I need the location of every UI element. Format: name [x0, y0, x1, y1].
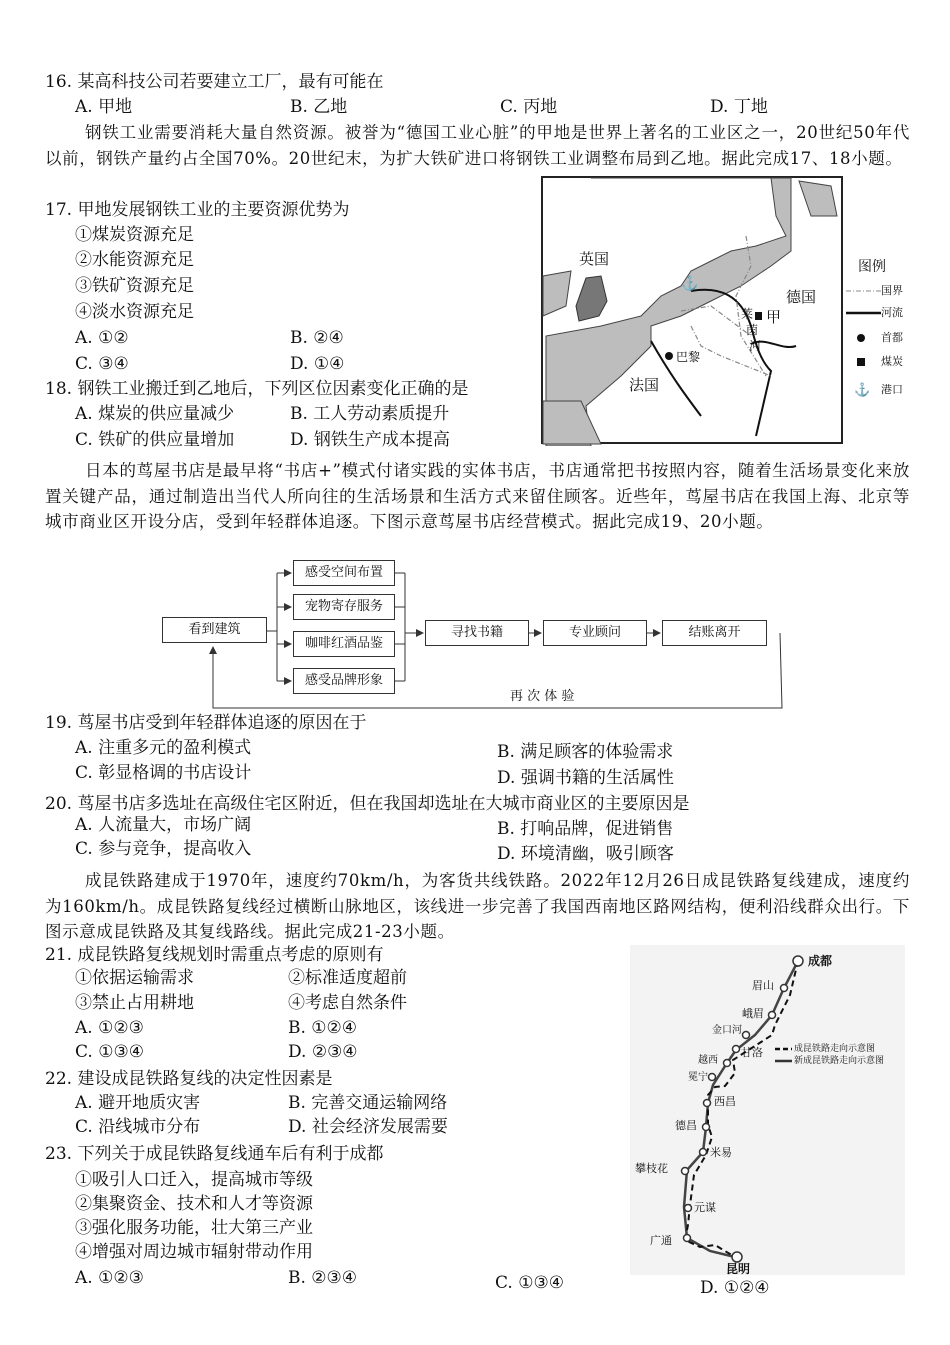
q17-item: ③铁矿资源充足 — [75, 276, 194, 296]
station-guangtong: 广通 — [650, 1234, 672, 1247]
bookstore-flow-diagram — [150, 555, 790, 715]
q19-option-b: B. 满足顾客的体验需求 — [497, 742, 674, 762]
q20-stem: 20. 茑屋书店多选址在高级住宅区附近，但在我国却选址在大城市商业区的主要原因是 — [45, 794, 690, 814]
legend-port: 港口 — [881, 383, 903, 396]
station-kunming: 昆明 — [726, 1262, 751, 1276]
q20-option-d: D. 环境清幽，吸引顾客 — [497, 844, 674, 864]
legend-new-line: 新成昆铁路走向示意图 — [794, 1056, 885, 1066]
q22-option-b: B. 完善交通运输网络 — [288, 1093, 448, 1113]
flow-branch-box: 感受空间布置 — [293, 560, 395, 586]
q20-option-b: B. 打响品牌，促进销售 — [497, 819, 674, 839]
q19-stem: 19. 茑屋书店受到年轻群体追逐的原因在于 — [45, 713, 367, 733]
station-ganluo: 甘洛 — [741, 1046, 763, 1059]
flow-loop-label: 再 次 体 验 — [510, 689, 575, 704]
q19-option-c: C. 彰显格调的书店设计 — [75, 763, 252, 783]
q21-stem: 21. 成昆铁路复线规划时需重点考虑的原则有 — [45, 945, 384, 965]
station-miyi: 米易 — [710, 1146, 732, 1159]
q21-option-c: C. ①③④ — [75, 1042, 144, 1062]
q20-option-c: C. 参与竞争，提高收入 — [75, 839, 252, 859]
q23-option-c: C. ①③④ — [495, 1273, 564, 1293]
europe-map — [541, 176, 907, 446]
q17-item: ②水能资源充足 — [75, 250, 194, 270]
label-france: 法国 — [629, 376, 660, 394]
station-mianning: 冕宁 — [688, 1072, 708, 1083]
legend-coal: 煤炭 — [881, 355, 903, 368]
station-yuanmou: 元谋 — [694, 1201, 716, 1214]
q17-option-a: A. ①② — [75, 328, 129, 348]
station-dechang: 德昌 — [675, 1119, 697, 1132]
q21-item: ③禁止占用耕地 — [75, 993, 194, 1013]
station-yuexi: 越西 — [698, 1055, 718, 1066]
q17-item: ①煤炭资源充足 — [75, 225, 194, 245]
q18-option-d: D. 钢铁生产成本提高 — [290, 430, 450, 450]
station-panzhihua: 攀枝花 — [635, 1162, 668, 1175]
legend-border: 国界 — [881, 284, 903, 297]
station-emei: 峨眉 — [742, 1007, 764, 1020]
legend-capital: 首都 — [881, 331, 903, 344]
station-jinkouhe: 金口河 — [712, 1025, 742, 1036]
q19-option-d: D. 强调书籍的生活属性 — [497, 768, 674, 788]
railway-map — [630, 945, 905, 1275]
q19-option-a: A. 注重多元的盈利模式 — [75, 738, 252, 758]
flow-branch-box: 宠物寄存服务 — [293, 594, 395, 620]
label-jia: 甲 — [766, 308, 782, 326]
q23-item: ④增强对周边城市辐射带动作用 — [75, 1242, 313, 1262]
passage-bookstore: 日本的茑屋书店是最早将“书店+”模式付诸实践的实体书店，书店通常把书按照内容，随着生活场景变化来放置关键产品，通过制造出当代人所向往的生活场景和生活方式来留住顾客。近些年，茑屋书店在我国上海、北京等城市商业区开设分店，受到年轻群体追逐。下图示意茑屋书店经营模式。据此完成19、20小题。 — [45, 461, 910, 531]
q23-item: ②集聚资金、技术和人才等资源 — [75, 1194, 313, 1214]
svg-text:⚓: ⚓ — [681, 276, 699, 292]
passage-steel: 钢铁工业需要消耗大量自然资源。被誉为“德国工业心脏”的甲地是世界上著名的工业区之一，20世纪50年代以前，钢铁产量约占全国70%。20世纪末，为扩大铁矿进口将钢铁工业调整布局到乙地。据此完成17、18小题。 — [45, 123, 910, 168]
q21-option-a: A. ①②③ — [75, 1018, 144, 1038]
legend-old-line: 成昆铁路走向示意图 — [794, 1044, 876, 1054]
label-rhine-1: 莱 — [741, 307, 754, 321]
flow-step-box: 结账离开 — [662, 620, 767, 646]
q16-option-d: D. 丁地 — [710, 97, 768, 117]
q18-option-b: B. 工人劳动素质提升 — [290, 404, 450, 424]
q21-option-d: D. ②③④ — [288, 1042, 358, 1062]
q23-option-b: B. ②③④ — [288, 1268, 358, 1288]
q23-item: ①吸引人口迁入，提高城市等级 — [75, 1170, 313, 1190]
q23-item: ③强化服务功能，壮大第三产业 — [75, 1218, 313, 1238]
passage-railway: 成昆铁路建成于1970年，速度约70km/h，为客货共线铁路。2022年12月26日成昆铁路复线建成，速度约为160km/h。成昆铁路复线经过横断山脉地区，该线进一步完善了我国西南地区路网结构，便利沿线群众出行。下图示意成昆铁路及其复线路线。据此完成21-23小题。 — [45, 871, 910, 941]
map-drawing — [541, 176, 907, 446]
q22-option-a: A. 避开地质灾害 — [75, 1093, 201, 1113]
q18-option-a: A. 煤炭的供应量减少 — [75, 404, 235, 424]
q17-option-b: B. ②④ — [290, 328, 344, 348]
q21-item: ①依据运输需求 — [75, 968, 194, 988]
flow-branch-box: 感受品牌形象 — [293, 668, 395, 694]
label-uk: 英国 — [579, 250, 610, 268]
q22-option-c: C. 沿线城市分布 — [75, 1117, 201, 1137]
q23-option-a: A. ①②③ — [75, 1268, 144, 1288]
flow-branch-box: 咖啡红酒品鉴 — [293, 631, 395, 657]
q17-stem: 17. 甲地发展钢铁工业的主要资源优势为 — [45, 200, 350, 220]
q16-stem: 16. 某高科技公司若要建立工厂，最有可能在 — [45, 72, 384, 92]
label-paris: 巴黎 — [676, 350, 701, 364]
q16-option-a: A. 甲地 — [75, 97, 133, 117]
label-rhine-3: 河 — [749, 339, 762, 353]
station-meishan: 眉山 — [752, 979, 774, 992]
q16-option-b: B. 乙地 — [290, 97, 348, 117]
q17-option-d: D. ①④ — [290, 354, 345, 374]
q17-option-c: C. ③④ — [75, 354, 129, 374]
q18-stem: 18. 钢铁工业搬迁到乙地后，下列区位因素变化正确的是 — [45, 379, 469, 399]
station-xichang: 西昌 — [714, 1095, 736, 1108]
q22-option-d: D. 社会经济发展需要 — [288, 1117, 448, 1137]
flow-step-box: 寻找书籍 — [425, 620, 529, 646]
q16-option-c: C. 丙地 — [500, 97, 558, 117]
q21-item: ④考虑自然条件 — [288, 993, 407, 1013]
label-germany: 德国 — [786, 288, 817, 306]
q20-option-a: A. 人流量大，市场广阔 — [75, 815, 252, 835]
flow-step-box: 专业顾问 — [543, 620, 647, 646]
q17-item: ④淡水资源充足 — [75, 302, 194, 322]
station-chengdu: 成都 — [808, 954, 833, 968]
label-rhine-2: 茵 — [746, 323, 759, 337]
q21-item: ②标准适度超前 — [288, 968, 407, 988]
q18-option-c: C. 铁矿的供应量增加 — [75, 430, 235, 450]
legend-title: 图例 — [858, 259, 886, 275]
legend-river: 河流 — [881, 306, 903, 319]
flow-start-box: 看到建筑 — [162, 617, 267, 643]
q23-stem: 23. 下列关于成昆铁路复线通车后有利于成都 — [45, 1144, 384, 1164]
q21-option-b: B. ①②④ — [288, 1018, 358, 1038]
svg-text:⚓: ⚓ — [854, 383, 871, 398]
q23-option-d: D. ①②④ — [700, 1278, 770, 1298]
q22-stem: 22. 建设成昆铁路复线的决定性因素是 — [45, 1069, 333, 1089]
